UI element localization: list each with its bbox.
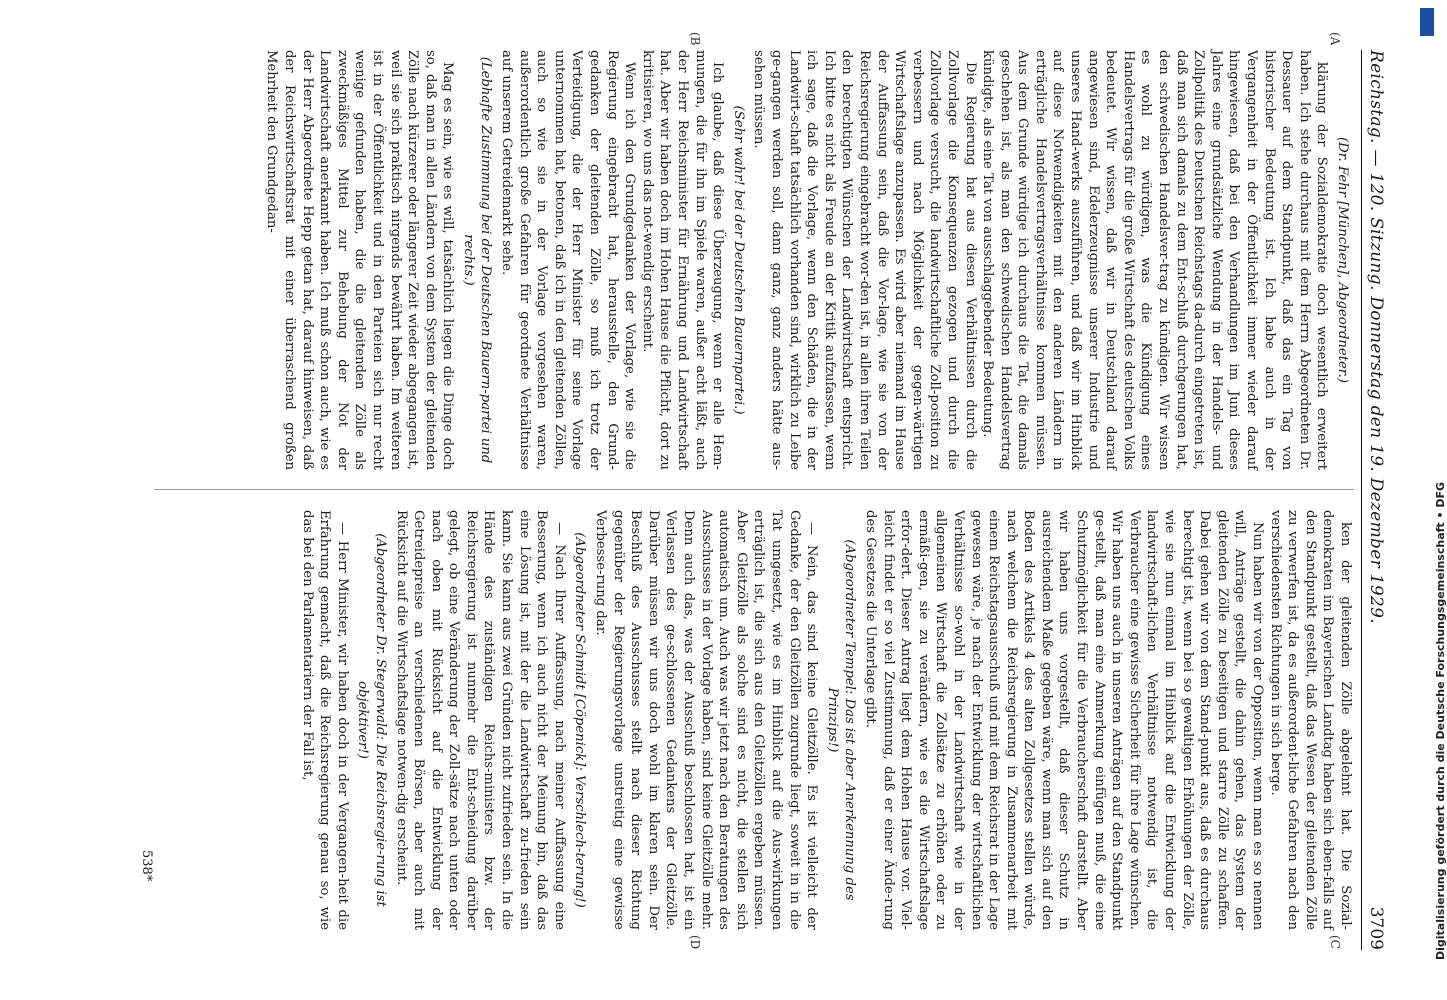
interjection: (Lebhafte Zustimmung bei der Deutschen Bauern-partei und rechts.) — [460, 56, 494, 464]
left-text-column — [263, 50, 1354, 470]
interjection: (Abgeordneter Dr. Stegerwald: Die Reichsregie-rung ist objektiver!) — [355, 533, 388, 907]
paragraph: Wenn ich den Grundgedanken der Vorlage, wie sie die Regierung eingebracht hat, herausstelle, den Grund-gedanken der gleitenden Zölle, so muß ich trotz der Verteidigung, die der Herr Minister für seine Vorlage unternommen hat, betonen, daß ich in den gleitenden Zöllen, auch so wie sie in der Vorlage vorgesehen waren, außerordentlich große Gefahren für geordnete Verhältnisse auf unserem Getreidemarkt sehe. — [499, 50, 638, 470]
paragraph: — Herr Minister, wir haben doch in der Vergangen-heit die Erfahrung gemacht, daß die Reichsregierung genau so, wie das bei den Parlamentariern der Fall ist, — [299, 510, 350, 930]
speaker-line: (Dr. Fehr [München], Abgeordneter.) — [1335, 136, 1350, 383]
margin-marker-c: (C — [1328, 935, 1342, 949]
paragraph: Die Regierung hat aus diesen Verhältnissen durch die Zollvorlage die Konsequenzen gezogen und durch die Zollvorlage versucht, die landwirtschaftliche Zoll-position zu verbessern und nach Möglichkeit der gegen-wärtigen Wirtschaftslage anzupassen. Es wird aber niemand im Hause der Auffassung sein, daß die Vor-lage, wie sie von der Reichsregierung eingebracht wor-den ist, in allen ihren Teilen den berechtigten Wünschen der Landwirtschaft entspricht. Ich bitte es nicht als Freude an der Kritik aufzufassen, wenn ich sage, daß die Vorlage, wenn den Schäden, die in der Landwirt-schaft tatsächlich vorhanden sind, wirklich zu Leibe ge-gangen werden soll, dann ganz, ganz anders hätte aus-sehen müssen. — [751, 50, 978, 470]
margin-marker-b: (B — [688, 32, 702, 46]
rotated-newspaper-sheet — [112, 30, 1402, 970]
interjection: (Sehr wahr! bei der Deutschen Bauernpartei.) — [730, 105, 746, 415]
dfg-logo — [1420, 8, 1434, 36]
paragraph: Nun haben wir von der Opposition, wenn man es so nennen will, Anträge gestellt, die dahin gehen, das System der gleitenden Zölle zu beseitigen und starre Zölle zu schaffen. Dabei gehen wir von dem Stand-punkt aus, daß es durchaus berechtigt ist, wenn bei so gewaltigen Erhöhungen der Zölle, wie sie nun einmal im Hinblick auf die Entwicklung der landwirtschaft-lichen Verhältnisse notwendig ist, die Verbraucher eine gewisse Sicherheit für ihre Lage wünschen. Wir haben uns auch in unseren Anträgen auf den Standpunkt ge-stellt, daß man eine Anmerkung einfügen muß, die eine Schutzmöglichkeit für die Verbraucherschaft darstellt. Aber wir haben uns vorgestellt, daß dieser Schutz in ausreichendem Maße gegeben wäre, wenn man sich auf den Boden des Artikels 4 des alten Zollgesetzes stellen würde, nach welchem die Reichsregierung in Zusammenarbeit mit einem Reichstagsausschuß und mit dem Reichsrat in der Lage gewesen wäre, je nach der Entwicklung der wirtschaftlichen Verhältnisse so-wohl in der Landwirtschaft wie in der allgemeinen Wirtschaft die Zollsätze zu erhöhen oder zu ermäßi-gen, sie zu verändern, wie es die Wirtschaftslage erfor-dert. Dieser Antrag liegt dem Hohen Hause vor. Viel-leicht findet er so viel Zustimmung, daß er einer Ände-rung des Gesetzes die Unterlage gibt. — [862, 510, 1266, 930]
interjection: (Abgeordneter Tempel: Das ist aber Anerkennung des Prinzips!) — [824, 539, 858, 901]
paragraph: klärung der Sozialdemokratie doch wesentlich erweitert haben. Ich stehe durchaus mit dem Herrn Abgeordneten Dr. Dessauer auf dem Standpunkt, daß das ein Tag von historischer Bedeutung ist. Ich habe auch in der Vergangenheit in der Öffentlichkeit immer wieder darauf hingewiesen, daß bei den Verhandlungen im Juni dieses Jahres eine grundsätzliche Wendung in der Handels- und Zollpolitik des Deutschen Reichstags da-durch eingetreten ist, daß man sich damals zu dem Ent-schluß durchgerungen hat, den schwedischen Handelsver-trag zu kündigen. Wir wissen es wohl zu würdigen, was die Kündigung eines Handelsvertrags für die große Wirtschaft des deutschen Volks bedeutet. Wir wissen, daß wir in Deutschland darauf angewiesen sind, Edelerzeugnisse unserer Industrie und unseres Hand-werks auszuführen, und daß wir im Hinblick auf diese Notwendigkeiten mit den anderen Ländern in erträgliche Handelsvertragsverhältnisse kommen müssen. Aus dem Grunde würdige ich durchaus die Tat, die damals geschehen ist, als man den schwedischen Handelsvertrag kündigte, als eine Tat von ausschlaggebender Bedeutung. — [980, 50, 1330, 470]
footer-signature: 538* — [139, 850, 154, 882]
margin-marker-d: (D — [688, 935, 702, 950]
interjection: (Abgeordneter Schmidt [Cöpenick]: Verschlech-terung!) — [572, 532, 588, 908]
paragraph: Ich glaube, daß diese Überzeugung, wenn er alle Hem-mungen, die für ihn im Spiele waren, außer acht läßt, auch der Herr Reichsminister für Ernährung und Landwirtschaft hat. Aber wir haben doch im Hohen Hause die Pflicht, dort zu kritisieren, wo uns das not-wendig erscheint. — [639, 50, 726, 470]
column-divider — [154, 489, 1354, 490]
paragraph: ken der gleitenden Zölle abgelehnt hat. Die Sozial-demokraten im Bayerischen Landtag haben sich eben-falls auf den Standpunkt gestellt, daß das Wesen der gleitenden Zölle zu verwerfen ist, da es außerordent-liche Gefahren nach den verschiedensten Richtungen in sich berge. — [1267, 510, 1353, 930]
page-number: 3709 — [1366, 906, 1386, 950]
dfg-notice: Digitalisierung gefördert durch die Deutsche Forschungsgemeinschaft • DFG — [1434, 481, 1447, 960]
margin-marker-a: (A — [1328, 32, 1342, 46]
header-rule — [1361, 50, 1362, 950]
paragraph: — Nach Ihrer Auffassung, nach meiner Auffassung eine Besserung, wenn ich auch nicht der Meinung bin, daß das eine Lösung ist, mit der die Landwirtschaft zu-frieden sein kann. Sie kann aus zwei Gründen nicht zufrieden sein. In die Hände des zuständigen Reichs-ministers bzw. der Reichsregierung ist nunmehr die Ent-scheidung darüber gelegt, ob eine Veränderung der Zoll-sätze nach unten oder nach oben mit Rücksicht auf die Entwicklung der Getreidepreise an verschiedenen Börsen, aber auch mit Rücksicht auf die Wirtschaftslage notwen-dig erscheint. — [393, 510, 567, 930]
right-text-column — [298, 510, 1354, 930]
paragraph: — Nein, das sind keine Gleitzölle. Es ist vielleicht der Gedanke, der den Gleitzöllen zugrunde liegt, soweit in in die Tat umgesetzt, wie es im Hinblick auf die Aus-wirkungen erträglich ist, die sich aus den Gleitzöllen ergeben müssen. Aber Gleitzölle als solche sind es nicht, die stellen sich automatisch um. Auch was wir jetzt nach den Beratungen des Ausschusses in der Vorlage haben, sind keine Gleitzölle mehr. Denn auch das, was der Ausschuß beschlossen hat, ist ein Verlassen des ge-schlossenen Gedankens der Gleitzölle. Darüber müssen wir uns doch wohl im klaren sein. Der Beschluß des Ausschusses stellt nach dieser Richtung gegenüber der Regierungsvorlage unstreitig eine gewisse Verbesse-rung dar. — [593, 510, 820, 930]
page-header — [1366, 50, 1392, 950]
page-header-title: Reichstag. — 120. Sitzung. Donnerstag den 19. Dezember 1929. — [1366, 50, 1386, 624]
paragraph: Mag es sein, wie es will, tatsächlich liegen die Dinge doch so, daß man in allen Ländern von dem System der gleitenden Zölle nach kürzerer oder längerer Zeit wieder abgegangen ist, weil sie sich praktisch nirgends bewährt haben. Im weiteren ist in der Öffentlichkeit und in den Parteien sich nur recht wenige gefunden haben, die die gleitenden Zölle als zweckmäßiges Mittel zur Behebung der Not der Landwirtschaft anerkannt haben. Ich muß schon auch, wie es der Herr Abgeordnete Hepp getan hat, darauf hinweisen, daß der Reichswirtschaftsrat mit einer überraschend großen Mehrheit den Grundgedan- — [264, 50, 456, 470]
